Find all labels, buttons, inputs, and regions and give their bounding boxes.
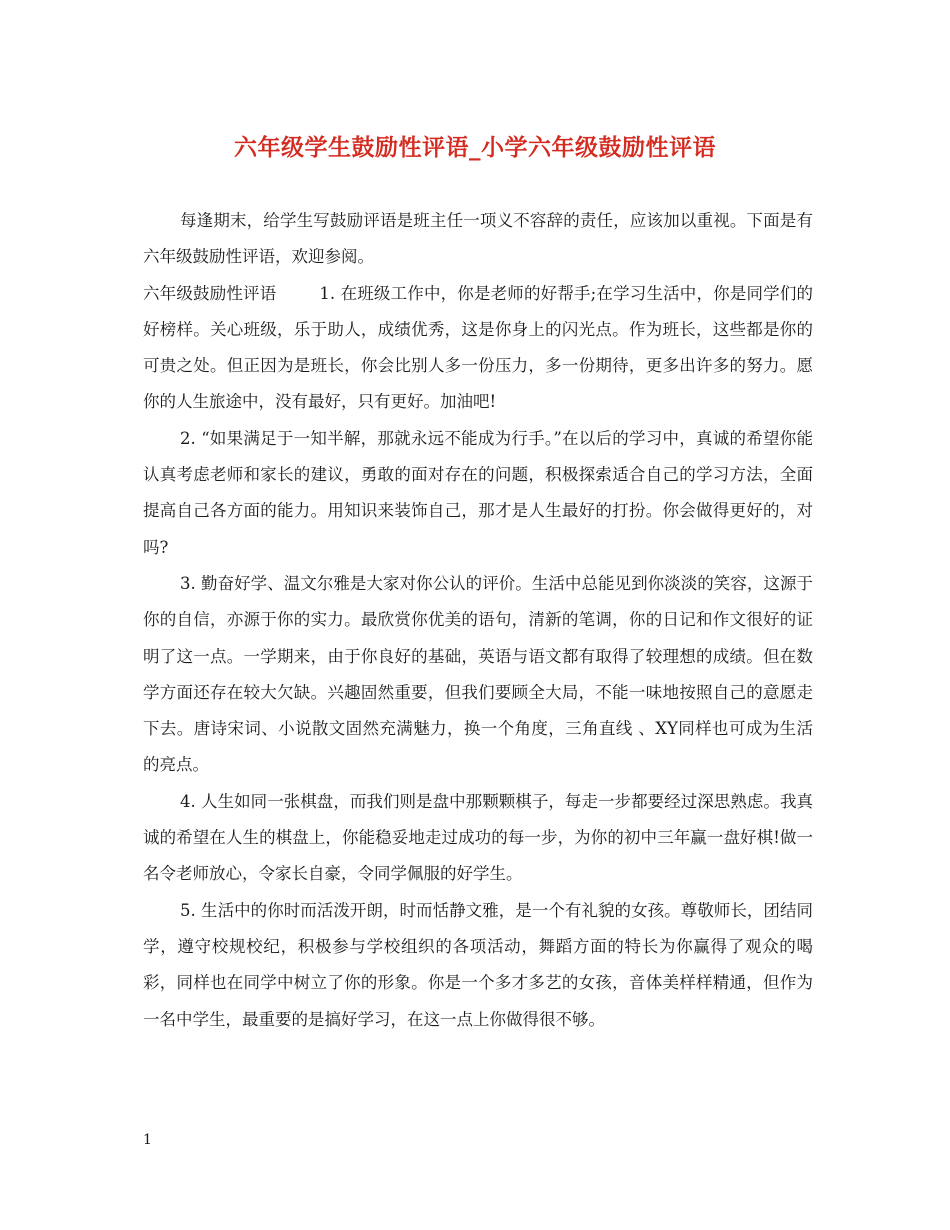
document-body	[143, 203, 813, 1038]
comment-paragraph-3: 3. 勤奋好学、温文尔雅是大家对你公认的评价。生活中总能见到你淡淡的笑容，这源于你的自信，亦源于你的实力。最欣赏你优美的语句，清新的笔调，你的日记和作文很好的证明了这一点。一学期来，由于你良好的基础，英语与语文都有取得了较理想的成绩。但在数学方面还存在较大欠缺。兴趣固然重要，但我们要顾全大局，不能一味地按照自己的意愿走下去。唐诗宋词、小说散文固然充满魅力，换一个角度，三角直线 、XY同样也可成为生活的亮点。	[143, 573, 813, 775]
document-title: 六年级学生鼓励性评语_小学六年级鼓励性评语	[234, 134, 716, 161]
comment-paragraph-1	[143, 276, 813, 421]
comment-paragraph-4: 4. 人生如同一张棋盘，而我们则是盘中那颗颗棋子，每走一步都要经过深思熟虑。我真诚的希望在人生的棋盘上，你能稳妥地走过成功的每一步，为你的初中三年赢一盘好棋!做一名令老师放心，令家长自豪，令同学佩服的好学生。	[143, 791, 813, 884]
comment-paragraph-2: 2. “如果满足于一知半解，那就永远不能成为行手。”在以后的学习中，真诚的希望你能认真考虑老师和家长的建议，勇敢的面对存在的问题，积极探索适合自己的学习方法，全面提高自己各方面的能力。用知识来装饰自己，那才是人生最好的打扮。你会做得更好的，对吗?	[143, 428, 813, 557]
intro-paragraph: 每逢期末，给学生写鼓励评语是班主任一项义不容辞的责任，应该加以重视。下面是有六年级鼓励性评语，欢迎参阅。	[143, 211, 813, 267]
comment-paragraph-5: 5. 生活中的你时而活泼开朗，时而恬静文雅，是一个有礼貌的女孩。尊敬师长，团结同学，遵守校规校纪，积极参与学校组织的各项活动，舞蹈方面的特长为你赢得了观众的喝彩，同样也在同学中树立了你的形象。你是一个多才多艺的女孩，音体美样样精通，但作为一名中学生，最重要的是搞好学习，在这一点上你做得很不够。	[143, 900, 813, 1029]
page-number: 1	[143, 1132, 152, 1148]
section-label: 六年级鼓励性评语	[143, 283, 277, 303]
comment-text-1: 1. 在班级工作中，你是老师的好帮手;在学习生活中，你是同学们的好榜样。关心班级，乐于助人，成绩优秀，这是你身上的闪光点。作为班长，这些都是你的可贵之处。但正因为是班长，你会比别人多一份压力，多一份期待，更多出许多的努力。愿你的人生旅途中，没有最好，只有更好。加油吧!	[143, 283, 814, 412]
